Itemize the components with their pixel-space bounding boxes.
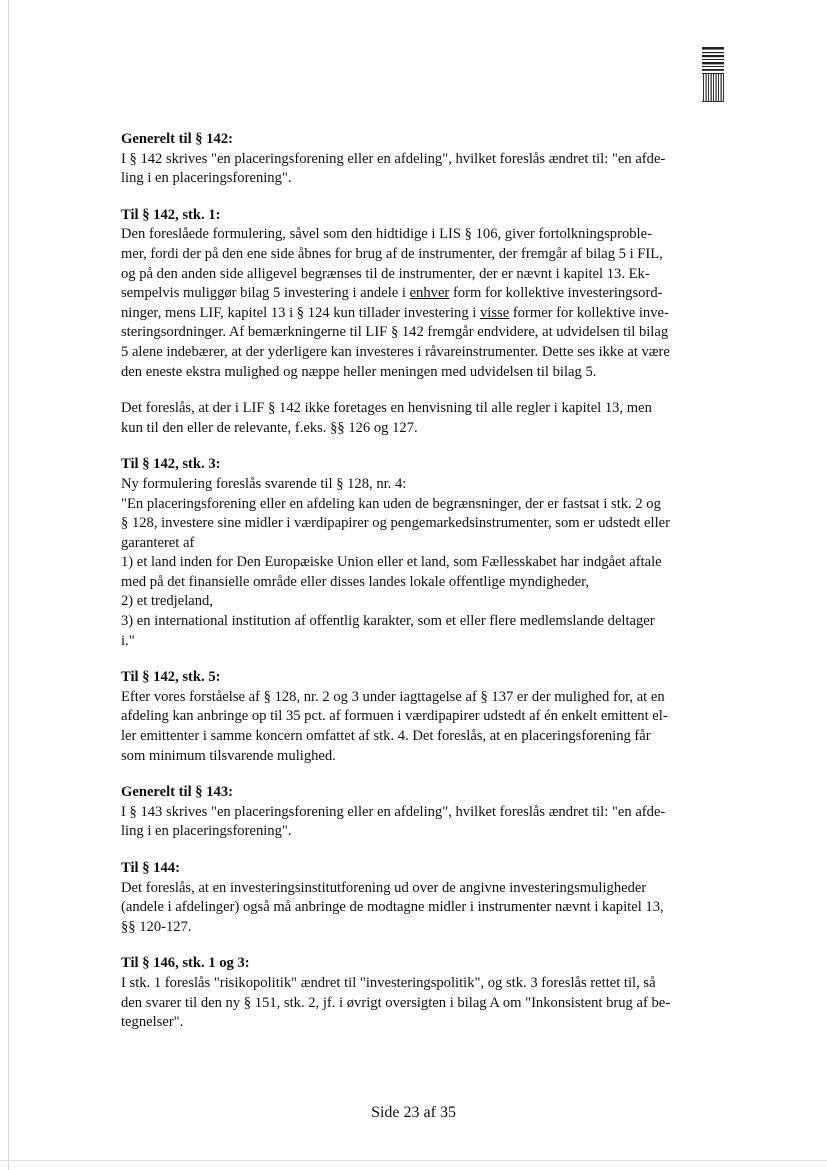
section-paragraph bbox=[121, 399, 761, 438]
section-paragraph bbox=[121, 225, 761, 382]
text-line: Det foreslås, at der i LIF § 142 ikke foretages en henvisning til alle regler i kapitel 13, men bbox=[121, 400, 652, 417]
section-paragraph bbox=[121, 803, 761, 842]
text-line: afdeling kan anbringe op til 35 pct. af formuen i værdipapirer udstedt af én enkelt emittent el- bbox=[121, 708, 668, 725]
text-line: den eneste ekstra mulighed og næppe heller meningen med udvidelsen til bilag 5. bbox=[121, 363, 597, 380]
text-line: Det foreslås, at en investeringsinstitutforening ud over de angivne investeringsmuligheder bbox=[121, 879, 647, 896]
document-section bbox=[121, 206, 761, 439]
section-heading: Generelt til § 143: bbox=[121, 784, 233, 801]
section-paragraph bbox=[121, 974, 761, 1033]
text-line: med på det finansielle område eller disses landes lokale offentlige myndigheder, bbox=[121, 573, 590, 590]
text-line: i." bbox=[121, 632, 135, 649]
section-paragraph bbox=[121, 688, 761, 766]
text-line: ninger, mens LIF, kapitel 13 i § 124 kun tillader investering i visse former for kollektive inve- bbox=[121, 304, 669, 321]
document-section bbox=[121, 455, 761, 651]
text-line: den svarer til den ny § 151, stk. 2, jf. i øvrigt oversigten i bilag A om "Inkonsistent brug af be- bbox=[121, 994, 671, 1011]
document-section bbox=[121, 130, 761, 189]
section-heading: Til § 142, stk. 5: bbox=[121, 669, 221, 686]
text-line: "En placeringsforening eller en afdeling kan uden de begrænsninger, der er fastsat i stk. 2 og bbox=[121, 495, 661, 512]
text-line: kun til den eller de relevante, f.eks. §§ 126 og 127. bbox=[121, 419, 418, 436]
text-line: §§ 120-127. bbox=[121, 918, 192, 935]
section-heading: Generelt til § 142: bbox=[121, 131, 233, 147]
section-heading: Til § 144: bbox=[121, 860, 180, 876]
text-line: garanteret af bbox=[121, 534, 195, 551]
document-section bbox=[121, 783, 761, 842]
text-line: mer, fordi der på den ene side åbnes for brug af de instrumenter, der fremgår af bilag 5 i FIL, bbox=[121, 245, 663, 262]
section-paragraph bbox=[121, 879, 761, 938]
document-section bbox=[121, 954, 761, 1032]
text-line: I stk. 1 foreslås "risikopolitik" ændret til "investeringspolitik", og stk. 3 foreslås rettet til, så bbox=[121, 974, 656, 991]
text-line: (andele i afdelinger) også må anbringe de modtagne midler i instrumenter nævnt i kapitel 13, bbox=[121, 899, 664, 916]
barcode-stamp-icon bbox=[701, 44, 727, 106]
text-line: Efter vores forståelse af § 128, nr. 2 og 3 under iagttagelse af § 137 er der mulighed for, at en bbox=[121, 688, 665, 705]
section-heading: Til § 142, stk. 3: bbox=[121, 456, 221, 473]
text-line: § 128, investere sine midler i værdipapirer og pengemarkedsinstrumenter, som er udstedt eller bbox=[121, 515, 670, 532]
text-line: I § 142 skrives "en placeringsforening eller en afdeling", hvilket foreslås ændret til: "en afde- bbox=[121, 150, 666, 167]
text-line: 2) et tredjeland, bbox=[121, 593, 213, 610]
text-line: steringsordninger. Af bemærkningerne til LIF § 142 fremgår endvidere, at udvidelsen til bilag bbox=[121, 324, 669, 341]
section-paragraph bbox=[121, 150, 761, 189]
underlined-word: enhver bbox=[409, 285, 450, 302]
text-line: ling i en placeringsforening". bbox=[121, 823, 292, 840]
text-line: ling i en placeringsforening". bbox=[121, 170, 292, 187]
text-line: I § 143 skrives "en placeringsforening eller en afdeling", hvilket foreslås ændret til: "en afde- bbox=[121, 803, 666, 820]
page-number: Side 23 af 35 bbox=[371, 1104, 456, 1121]
text-line: Ny formulering foreslås svarende til § 128, nr. 4: bbox=[121, 475, 407, 492]
section-paragraph bbox=[121, 475, 761, 651]
text-line: Den foreslåede formulering, såvel som den hidtidige i LIS § 106, giver fortolkningsproble- bbox=[121, 226, 652, 243]
text-line: 3) en international institution af offentlig karakter, som et eller flere medlemslande deltager bbox=[121, 613, 655, 630]
underlined-word: visse bbox=[479, 304, 510, 321]
document-section bbox=[121, 668, 761, 766]
text-line: tegnelser". bbox=[121, 1014, 184, 1031]
section-heading: Til § 146, stk. 1 og 3: bbox=[121, 955, 250, 972]
text-line: som minimum tilsvarende mulighed. bbox=[121, 747, 336, 764]
text-line: 5 alene indebærer, at der yderligere kan investeres i råvareinstrumenter. Dette ses ikke at være bbox=[121, 343, 670, 360]
section-heading: Til § 142, stk. 1: bbox=[121, 206, 221, 223]
page-edge-bottom bbox=[0, 1160, 827, 1161]
text-line: ler emittenter i samme koncern omfattet af stk. 4. Det foreslås, at en placeringsforening får bbox=[121, 728, 651, 745]
document-body bbox=[121, 130, 761, 1050]
text-line: og på den anden side alligevel begrænses til de instrumenter, der er nævnt i kapitel 13. Ek- bbox=[121, 265, 650, 282]
text-line: 1) et land inden for Den Europæiske Union eller et land, som Fællesskabet har indgået aftale bbox=[121, 554, 662, 571]
page-edge-left bbox=[8, 0, 9, 1170]
text-line: sempelvis muliggør bilag 5 investering i andele i enhver form for kollektive investeringsord- bbox=[121, 285, 663, 302]
document-section bbox=[121, 859, 761, 937]
